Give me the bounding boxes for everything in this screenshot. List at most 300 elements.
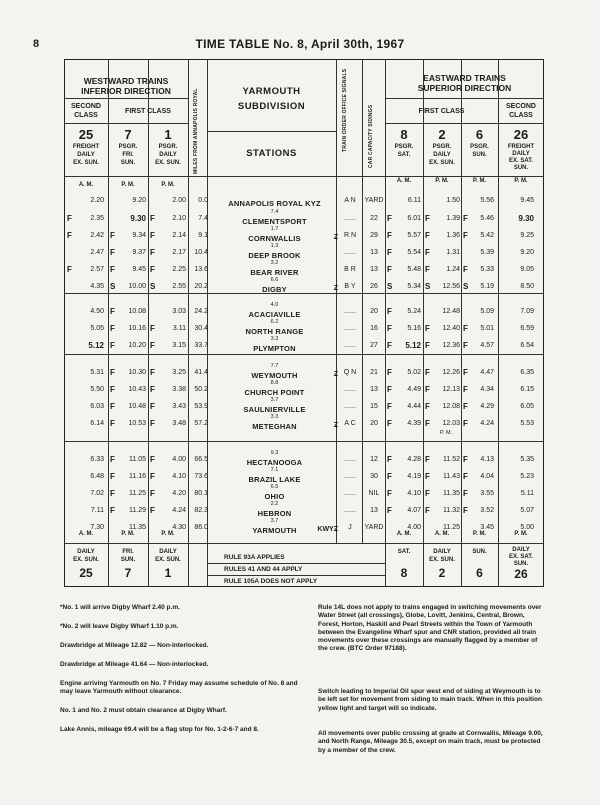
station-name: CLEMENTSPORT: [242, 217, 307, 226]
stop-flag: F: [387, 368, 392, 377]
rule-41-44: RULES 41 AND 44 APPLY: [224, 566, 303, 573]
station-row: [64, 278, 544, 296]
stop-flag: F: [110, 265, 115, 274]
stop-flag: F: [463, 472, 468, 481]
office-signal: R N: [343, 232, 357, 239]
train-7-number: 7: [124, 127, 132, 142]
stop-flag: F: [387, 506, 392, 515]
stop-flag: F: [67, 231, 72, 240]
train-8-time: 4.07: [407, 507, 421, 514]
stop-flag: F: [387, 265, 392, 274]
train-2-time: 12.08: [442, 403, 460, 410]
stop-flag: F: [150, 385, 155, 394]
station-name: DEEP BROOK: [248, 251, 301, 260]
stop-flag: F: [150, 231, 155, 240]
stop-flag: F: [150, 402, 155, 411]
mileage: 20.2: [194, 283, 208, 290]
westward-heading: WESTWARD TRAINS: [83, 76, 169, 86]
stop-flag: F: [67, 265, 72, 274]
stop-flag: F: [387, 402, 392, 411]
train-6-time: 5.39: [480, 249, 494, 256]
mileage: 66.5: [194, 456, 208, 463]
train-25-time: 6.03: [90, 403, 104, 410]
office-signal: ......: [344, 456, 356, 463]
stop-flag: F: [387, 419, 392, 428]
siding-capacity: 15: [370, 403, 378, 410]
train-7-time: 11.05: [129, 456, 146, 463]
rule-93a: RULE 93A APPLIES: [224, 554, 285, 561]
train-26-time: 9.45: [520, 197, 534, 204]
station-name: METEGHAN: [252, 422, 297, 431]
stop-flag: F: [387, 248, 392, 257]
train-1-time: 3.11: [172, 325, 186, 332]
train-1-time: 3.15: [172, 342, 186, 349]
train-26-time: 5.23: [520, 473, 534, 480]
stop-flag: F: [110, 455, 115, 464]
train-6-time: 5.19: [480, 283, 494, 290]
note-left-2: *No. 2 will leave Digby Wharf 1.10 p.m.: [60, 623, 179, 630]
train-2-time: 1.31: [446, 249, 460, 256]
siding-capacity: 27: [370, 342, 378, 349]
train-25-time: 2.57: [90, 266, 104, 273]
stop-flag: F: [425, 455, 430, 464]
mileage: 9.1: [198, 232, 208, 239]
train-25-time: 5.50: [90, 386, 104, 393]
train-1-time: 2.14: [172, 232, 186, 239]
train-1-time: 2.10: [172, 215, 186, 222]
stop-flag: F: [110, 368, 115, 377]
train-26-time: 6.15: [520, 386, 534, 393]
train-26-time: 9.05: [520, 266, 534, 273]
train-6-time: 4.47: [480, 369, 494, 376]
stop-flag: F: [425, 214, 430, 223]
stop-flag: F: [150, 489, 155, 498]
siding-capacity: 29: [370, 232, 378, 239]
stop-flag: F: [463, 385, 468, 394]
train-8-time: 5.24: [407, 308, 421, 315]
stop-flag: F: [463, 324, 468, 333]
train-25-time: 6.14: [90, 420, 104, 427]
segment-distance: 3.7: [270, 518, 279, 524]
train-6-time: 4.04: [480, 473, 494, 480]
stop-flag: F: [425, 231, 430, 240]
mileage: 41.4: [194, 369, 208, 376]
train-6-time: 4.57: [480, 342, 494, 349]
train-7-time: 10.00: [128, 283, 146, 290]
train-7-time: 10.53: [128, 420, 146, 427]
train-1-time: 3.25: [172, 369, 186, 376]
stop-flag: F: [425, 248, 430, 257]
train-6-time: 5.42: [480, 232, 494, 239]
segment-distance: 7.1: [270, 467, 279, 473]
stop-flag: F: [425, 402, 430, 411]
train-25-time: 5.05: [90, 325, 104, 332]
stop-flag: F: [425, 265, 430, 274]
stop-flag: F: [150, 324, 155, 333]
note-left-3: Drawbridge at Mileage 12.82 — Non-interlocked.: [60, 642, 209, 649]
train-1-time: 3.43: [172, 403, 186, 410]
mileage: 30.4: [194, 325, 208, 332]
note-left-4: Drawbridge at Mileage 41.64 — Non-interlocked.: [60, 661, 209, 668]
siding-capacity: 20: [370, 420, 378, 427]
station-row: [64, 337, 544, 355]
train-25-time: 6.33: [90, 456, 104, 463]
office-signal: J: [348, 524, 352, 531]
segment-distance: 1.7: [270, 226, 279, 232]
stop-flag: F: [387, 214, 392, 223]
note-left-6: No. 1 and No. 2 must obtain clearance at Digby Wharf.: [60, 707, 227, 714]
train-26-time: 5.53: [520, 420, 534, 427]
station-cell: [207, 192, 342, 210]
train-2-time: 11.25: [443, 524, 460, 531]
train-8-time: 5.54: [407, 249, 421, 256]
siding-capacity: 16: [370, 325, 378, 332]
train-2-time: 11.43: [443, 473, 460, 480]
stop-flag: F: [463, 489, 468, 498]
train-8-time: 5.16: [407, 325, 421, 332]
train-2-time: 1.50: [446, 197, 460, 204]
train-1-time: 2.55: [172, 283, 186, 290]
station-name: SAULNIERVILLE: [243, 405, 306, 414]
train-7-time: 11.29: [129, 507, 146, 514]
stop-flag: F: [387, 455, 392, 464]
eastward-direction: SUPERIOR DIRECTION: [417, 83, 512, 93]
stop-flag: F: [150, 455, 155, 464]
station-name: DIGBY: [262, 285, 287, 294]
office-signal: ......: [344, 403, 356, 410]
stop-flag: F: [150, 248, 155, 257]
note-left-7: Lake Annis, mileage 69.4 will be a flag stop for No. 1-2-6-7 and 8.: [60, 726, 259, 733]
train-6-time: 5.01: [480, 325, 494, 332]
train-6-time: 5.09: [480, 308, 494, 315]
note-right-3: All movements over public crossing at grade at Cornwallis, Mileage 9.00, and North Range, Mileage 30.5, except on main track, must be protected by a member of the crew.: [318, 730, 543, 754]
station-name: CHURCH POINT: [244, 388, 305, 397]
miles-header: MILES FROM ANNAPOLIS ROYAL: [193, 88, 199, 174]
train-2-time: 11.52: [443, 456, 460, 463]
office-signal: ......: [344, 215, 356, 222]
siding-capacity: 20: [370, 308, 378, 315]
train-2-time: 1.24: [446, 266, 460, 273]
train-1-time: 4.20: [172, 490, 186, 497]
segment-distance: 4.0: [270, 302, 279, 308]
train-8-time: 5.57: [407, 232, 421, 239]
station-name: HEBRON: [257, 509, 292, 518]
train-26-time: 5.00: [520, 524, 534, 531]
train-26-time: 6.54: [520, 342, 534, 349]
train-8-time: 6.11: [407, 197, 421, 204]
train-6-time: 5.46: [480, 215, 494, 222]
station-code: Z: [333, 422, 338, 429]
train-2-number: 2: [438, 127, 446, 142]
train-1-time: 2.25: [172, 266, 186, 273]
stop-flag: F: [387, 231, 392, 240]
train-26-time: 6.59: [520, 325, 534, 332]
mileage: 50.2: [194, 386, 208, 393]
stop-flag: F: [150, 265, 155, 274]
siding-capacity: 13: [370, 249, 378, 256]
siding-capacity: 22: [370, 215, 378, 222]
train-8-time: 4.00: [407, 524, 421, 531]
stop-flag: F: [463, 214, 468, 223]
station-cell: [207, 519, 342, 537]
office-signal: B Y: [344, 283, 356, 290]
stop-flag: F: [110, 506, 115, 515]
segment-distance: 8.8: [270, 380, 279, 386]
office-signal: ......: [344, 342, 356, 349]
stop-flag: F: [110, 385, 115, 394]
mileage: 53.9: [194, 403, 208, 410]
train-25-time: 2.20: [90, 197, 104, 204]
station-name: ANNAPOLIS ROYAL KYZ: [228, 199, 321, 208]
stop-flag: S: [150, 282, 156, 291]
station-name: WEYMOUTH: [251, 371, 298, 380]
train-8-time: 5.02: [407, 369, 421, 376]
train-2-time: 11.32: [443, 507, 460, 514]
stop-flag: S: [387, 282, 393, 291]
stop-flag: F: [387, 307, 392, 316]
rule-105a: RULE 105A DOES NOT APPLY: [224, 578, 318, 585]
stop-flag: F: [110, 489, 115, 498]
segment-distance: 7.4: [270, 209, 279, 215]
station-name: OHIO: [264, 492, 285, 501]
train-26-time: 7.09: [520, 308, 534, 315]
train-6-time: 4.29: [480, 403, 494, 410]
stop-flag: S: [110, 282, 116, 291]
train-7-time: 10.30: [128, 369, 146, 376]
stop-flag: F: [463, 455, 468, 464]
stations-header: STATIONS: [246, 148, 297, 159]
stop-flag: F: [425, 368, 430, 377]
train-order-header: TRAIN ORDER OFFICE SIGNALS: [342, 68, 348, 152]
stop-flag: F: [425, 341, 430, 350]
stop-flag: F: [463, 231, 468, 240]
stop-flag: F: [110, 402, 115, 411]
siding-capacity: 13: [370, 507, 378, 514]
train-25-time: 6.48: [90, 473, 104, 480]
stop-flag: F: [425, 472, 430, 481]
train-8-time: 4.10: [407, 490, 421, 497]
siding-capacity: 12: [370, 456, 378, 463]
train-6-number: 6: [475, 127, 484, 142]
train-26-time: 6.35: [520, 369, 534, 376]
stop-flag: F: [387, 472, 392, 481]
station-cell: [207, 337, 342, 355]
page-number: 8: [33, 38, 40, 50]
train-25-time: 5.12: [88, 341, 104, 350]
stop-flag: F: [150, 341, 155, 350]
train-7-time: 11.25: [129, 490, 146, 497]
train-6-time: 3.52: [480, 507, 494, 514]
train-7-time: 9.34: [132, 232, 146, 239]
siding-capacity: 21: [370, 369, 378, 376]
train-26-time: 9.30: [518, 214, 534, 223]
train-26-time: 5.35: [520, 456, 534, 463]
train-25-time: 2.47: [90, 249, 104, 256]
train-8-time: 4.28: [407, 456, 421, 463]
train-7-time: 10.48: [128, 403, 146, 410]
mileage: 33.7: [194, 342, 208, 349]
station-code: Z: [333, 371, 338, 378]
office-signal: ......: [344, 473, 356, 480]
train-8-number: 8: [400, 127, 408, 142]
train-25-time: 4.50: [90, 308, 104, 315]
westward-direction: INFERIOR DIRECTION: [81, 86, 171, 96]
siding-capacity: 13: [370, 266, 378, 273]
station-cell: [207, 415, 342, 433]
train-6-time: 4.24: [480, 420, 494, 427]
stop-flag: F: [150, 214, 155, 223]
train-6-time: 5.56: [480, 197, 494, 204]
office-signal: B R: [344, 266, 356, 273]
train-8-time: 5.34: [407, 283, 421, 290]
train-2-time: 12.26: [442, 369, 460, 376]
stop-flag: F: [150, 472, 155, 481]
segment-distance: 2.2: [270, 501, 279, 507]
mileage: 73.6: [194, 473, 208, 480]
stop-flag: F: [387, 489, 392, 498]
stop-flag: F: [463, 341, 468, 350]
train-2-time: 1.39: [446, 215, 460, 222]
train-2-time: 12.48: [442, 308, 460, 315]
stop-flag: S: [425, 282, 431, 291]
segment-distance: 6.6: [270, 277, 279, 283]
train-1-time: 3.48: [172, 420, 186, 427]
mileage: 0.0: [198, 197, 208, 204]
stop-flag: F: [463, 265, 468, 274]
stop-flag: F: [150, 506, 155, 515]
train-25-time: 5.31: [90, 369, 104, 376]
station-code: Z: [333, 285, 338, 292]
train-7-time: 9.45: [132, 266, 146, 273]
mileage: 24.2: [194, 308, 208, 315]
train-26-time: 8.50: [520, 283, 534, 290]
note-left-1: *No. 1 will arrive Digby Wharf 2.40 p.m.: [60, 604, 180, 611]
office-signal: ......: [344, 249, 356, 256]
station-cell: [207, 278, 342, 296]
station-code: KWYZ: [317, 526, 338, 533]
train-25-number: 25: [78, 127, 94, 142]
stop-flag: F: [387, 341, 392, 350]
train-25-time: 2.42: [90, 232, 104, 239]
train-26-time: 9.20: [520, 249, 534, 256]
office-signal: ......: [344, 490, 356, 497]
train-8-time: 5.48: [407, 266, 421, 273]
train-7-time: 11.35: [129, 524, 146, 531]
train-25-time: 7.02: [90, 490, 104, 497]
siding-capacity: 26: [370, 283, 378, 290]
train-1-time: 2.17: [172, 249, 186, 256]
office-signal: ......: [344, 507, 356, 514]
segment-distance: 1.3: [270, 243, 279, 249]
train-2-time: 1.36: [446, 232, 460, 239]
train-26-number: 26: [513, 127, 529, 142]
train-7-time: 10.20: [128, 342, 146, 349]
mileage: 13.6: [194, 266, 208, 273]
stop-flag: F: [67, 214, 72, 223]
mileage: 10.4: [194, 249, 208, 256]
station-name: YARMOUTH: [252, 526, 297, 535]
time-suffix: P. M.: [440, 430, 453, 436]
segment-distance: 3.3: [270, 336, 279, 342]
stop-flag: F: [110, 231, 115, 240]
segment-distance: 9.3: [270, 450, 279, 456]
stop-flag: F: [463, 368, 468, 377]
siding-capacity: YARD: [364, 524, 384, 531]
siding-capacity: NIL: [368, 490, 380, 497]
train-7-time: 11.16: [129, 473, 146, 480]
train-2-time: 12.40: [442, 325, 460, 332]
page-title: TIME TABLE No. 8, April 30th, 1967: [195, 37, 405, 51]
stop-flag: F: [110, 472, 115, 481]
stop-flag: F: [150, 419, 155, 428]
mileage: 86.0: [194, 524, 208, 531]
train-6-time: 4.13: [480, 456, 494, 463]
train-7-time: 9.30: [130, 214, 146, 223]
stop-flag: F: [110, 248, 115, 257]
train-26-time: 5.07: [520, 507, 534, 514]
timetable-page: 8 TIME TABLE No. 8, April 30th, 1967 WESTWARD TRAINS INFERIOR DIRECTION SECOND CLASS FIRST CLASS 25 FREIGHT DAILY EX. SUN. 7 PSGR. FRI. SUN. 1 PSGR. DAILY EX. SUN. MILES FROM ANNAPOLIS ROYAL YARMOUTH SUBDIVISION STATIONS TRAIN ORDER OFFICE SIGNALS CAR CAPACITY SIDINGS EASTWARD TRAINS SUPERIOR DIRECTION FIRST CLASS SECOND CLASS 8 PSGR. SAT. 2 PSGR. DAILY EX. SUN. 6 PSGR. SUN. 26 FREIGHT DAILY EX. SAT. SUN. A. M. P. M. P. M. A. M. P. M. P. M. P. M. 2.20 9.20 2.00 0.0 ANNAPOLIS ROYAL KYZ A N YARD 6.11 1.50 5.56 9.45 F 2.35 9.30 F 2.10 7.4 7.4 CLEMENTSPORT ...... 22 F 6.01 F 1.39 F 5.46 9.30 F 2.42 F 9.34 F 2.14 9.1 1.7 CORNWALLIS Z R N 29 F 5.57 F 1.36 F 5.42 9.25 2.47 F 9.37 F 2.17 10.4 1.3 DEEP BROOK ...... 13 F 5.54 F 1.31 5.39 9.20 F 2.57 F 9.45 F 2.25 13.6 3.2 BEAR RIVER B R 13 F 5.48 F 1.24 F 5.33 9.05 4.35 S 10.00 S 2.55 20.2 6.6 DIGBY Z B Y 26 S 5.34 S 12.56 S 5.19 8.50 4.50 F 10.08 3.03 24.2 4.0 ACACIAVILLE ...... 20 F 5.24 12.48 5.09 7.09 5.05 F 10.16 F 3.11 30.4 6.2 NORTH RANGE ...... 16 F 5.16 F 12.40 F 5.01 6.59 5.12 F 10.20 F 3.15 33.7 3.3 PLYMPTON ...... 27 F 5.12 F 12.36 F 4.57 6.54 5.31 F 10.30 F 3.25 41.4 7.7 WEYMOUTH Z Q N 21 F 5.02 F 12.26 F 4.47 6.35 5.50 F 10.43 F 3.38 50.2 8.8 CHURCH POINT ...... 13 F 4.49 F 12.13 F 4.34 6.15 6.03 F 10.48 F 3.43 53.9 3.7 SAULNIERVILLE ...... 15 F 4.44 F 12.08 F 4.29 6.05 6.14 F 10.53 F 3.48 57.2 3.3 METEGHAN Z A C 20 F 4.39 F 12.03 P. M. F 4.24 5.53 6.33 F 11.05 F 4.00 66.5 9.3 HECTANOOGA ...... 12 F 4.28 F 11.52 F 4.13 5.35 6.48 F 11.16 F 4.10 73.6 7.1 BRAZIL LAKE ...... 30 F 4.19 F 11.43 F 4.04 5.23 7.02 F 11.25 F 4.20 80.1 6.5 OHIO ...... NIL F 4.10 F 11.35 F 3.55 5.11 7.11 F 11.29 F 4.24 82.3 2.2 HEBRON ...... 13 F 4.07 F 11.32 F 3.52 5.07 7.30 11.35 4.30 86.0 3.7 YARMOUTH KWYZ J YARD 4.00 11.25 3.45 5.00 A. M. P. M. P. M. A. M. A. M. P. M. P. M. DAILY EX. SUN. 25 FRI. SUN. 7 DAILY EX. SUN. 1 RULE 93A APPLIES RULES 41 AND 44 APPLY RULE 105A DOES NOT APPLY SAT. 8 DAILY EX. SUN. 2 SUN. 6 DAILY EX. SAT. SUN. 26 *No. 1 will arrive Digby Wharf 2.40 p.m. *No. 2 will leave Digby Wharf 1.10 p.m. Drawbridge at Mileage 12.82 — Non-interlocked. Drawbridge at Mileage 41.64 — Non-interlocked. Engine arriving Yarmouth on No. 7 Friday may assume schedule of No. 8 and may leave Yarmouth without clearance. No. 1 and No. 2 must obtain clearance at Digby Wharf. Lake Annis, mileage 69.4 will be a flag stop for No. 1-2-6-7 and 8. Rule 14L does not apply to trains engaged in switching movements over Water Street (all crossings), Globe, Lovitt, Jenkins, Central, Brown, Forest, Horton, Haskill and Pearl Streets within the Town of Yarmouth between the Evangeline Wharf spur and CNR station, provided all train movements over these crossings are manually flagged by a member of the crew. (BTC Order 97188). Switch leading to Imperial Oil spur west end of siding at Weymouth is to be left set for movement from siding to main track. When in this position yellow light and target will so indicate. All movements over public crossing at grade at Cornwallis, Mileage 9.00, and North Range, Mileage 30.5, except on main track, must be protected by a member of the crew.: [0, 0, 600, 805]
stop-flag: F: [425, 419, 430, 428]
train-6-time: 5.33: [480, 266, 494, 273]
station-row: [64, 414, 544, 436]
train-1-time: 4.30: [172, 524, 186, 531]
stop-flag: F: [425, 506, 430, 515]
stop-flag: F: [463, 402, 468, 411]
station-name: HECTANOOGA: [246, 458, 303, 467]
stop-flag: F: [387, 385, 392, 394]
train-8-time: 4.19: [407, 473, 421, 480]
train-1-time: 4.00: [172, 456, 186, 463]
stop-flag: F: [110, 341, 115, 350]
segment-distance: 3.2: [270, 260, 279, 266]
note-left-5: Engine arriving Yarmouth on No. 7 Friday may assume schedule of No. 8 and may leave Yarmouth without clearance.: [60, 680, 298, 696]
station-name: BRAZIL LAKE: [248, 475, 301, 484]
train-25-time: 7.30: [90, 524, 104, 531]
office-signal: ......: [344, 325, 356, 332]
train-1-time: 3.38: [172, 386, 186, 393]
train-2-time: 12.36: [442, 342, 460, 349]
mileage: 7.4: [198, 215, 208, 222]
train-25-time: 7.11: [90, 507, 104, 514]
segment-distance: 3.3: [270, 414, 279, 420]
train-6-time: 3.55: [480, 490, 494, 497]
train-7-time: 9.37: [132, 249, 146, 256]
train-26-time: 5.11: [520, 490, 534, 497]
train-2-time: 11.35: [443, 490, 460, 497]
segment-distance: 3.7: [270, 397, 279, 403]
segment-distance: 7.7: [270, 363, 279, 369]
stop-flag: F: [463, 419, 468, 428]
siding-capacity: 13: [370, 386, 378, 393]
siding-capacity: YARD: [364, 197, 384, 204]
station-row: [64, 192, 544, 210]
train-8-time: 4.44: [407, 403, 421, 410]
train-25-time: 2.35: [90, 215, 104, 222]
stop-flag: F: [110, 307, 115, 316]
note-right-1: Rule 14L does not apply to trains engaged in switching movements over Water Street (all crossings), Globe, Lovitt, Jenkins, Central, Brown, Forest, Horton, Haskill and Pearl Streets within the Town of Yarmouth between the Evangeline Wharf spur and CNR station, provided all train movements over these crossings are manually flagged by a member of the crew. (BTC Order 97188).: [318, 604, 542, 653]
train-6-time: 4.34: [480, 386, 494, 393]
eastward-heading: EASTWARD TRAINS: [423, 73, 506, 83]
stop-flag: F: [425, 324, 430, 333]
train-26-time: 9.25: [520, 232, 534, 239]
train-2-time: 12.03: [442, 420, 460, 427]
stop-flag: S: [463, 282, 469, 291]
train-7-time: 10.43: [128, 386, 146, 393]
train-8-time: 5.12: [405, 341, 421, 350]
train-26-time: 6.05: [520, 403, 534, 410]
stop-flag: F: [110, 419, 115, 428]
stop-flag: F: [387, 324, 392, 333]
